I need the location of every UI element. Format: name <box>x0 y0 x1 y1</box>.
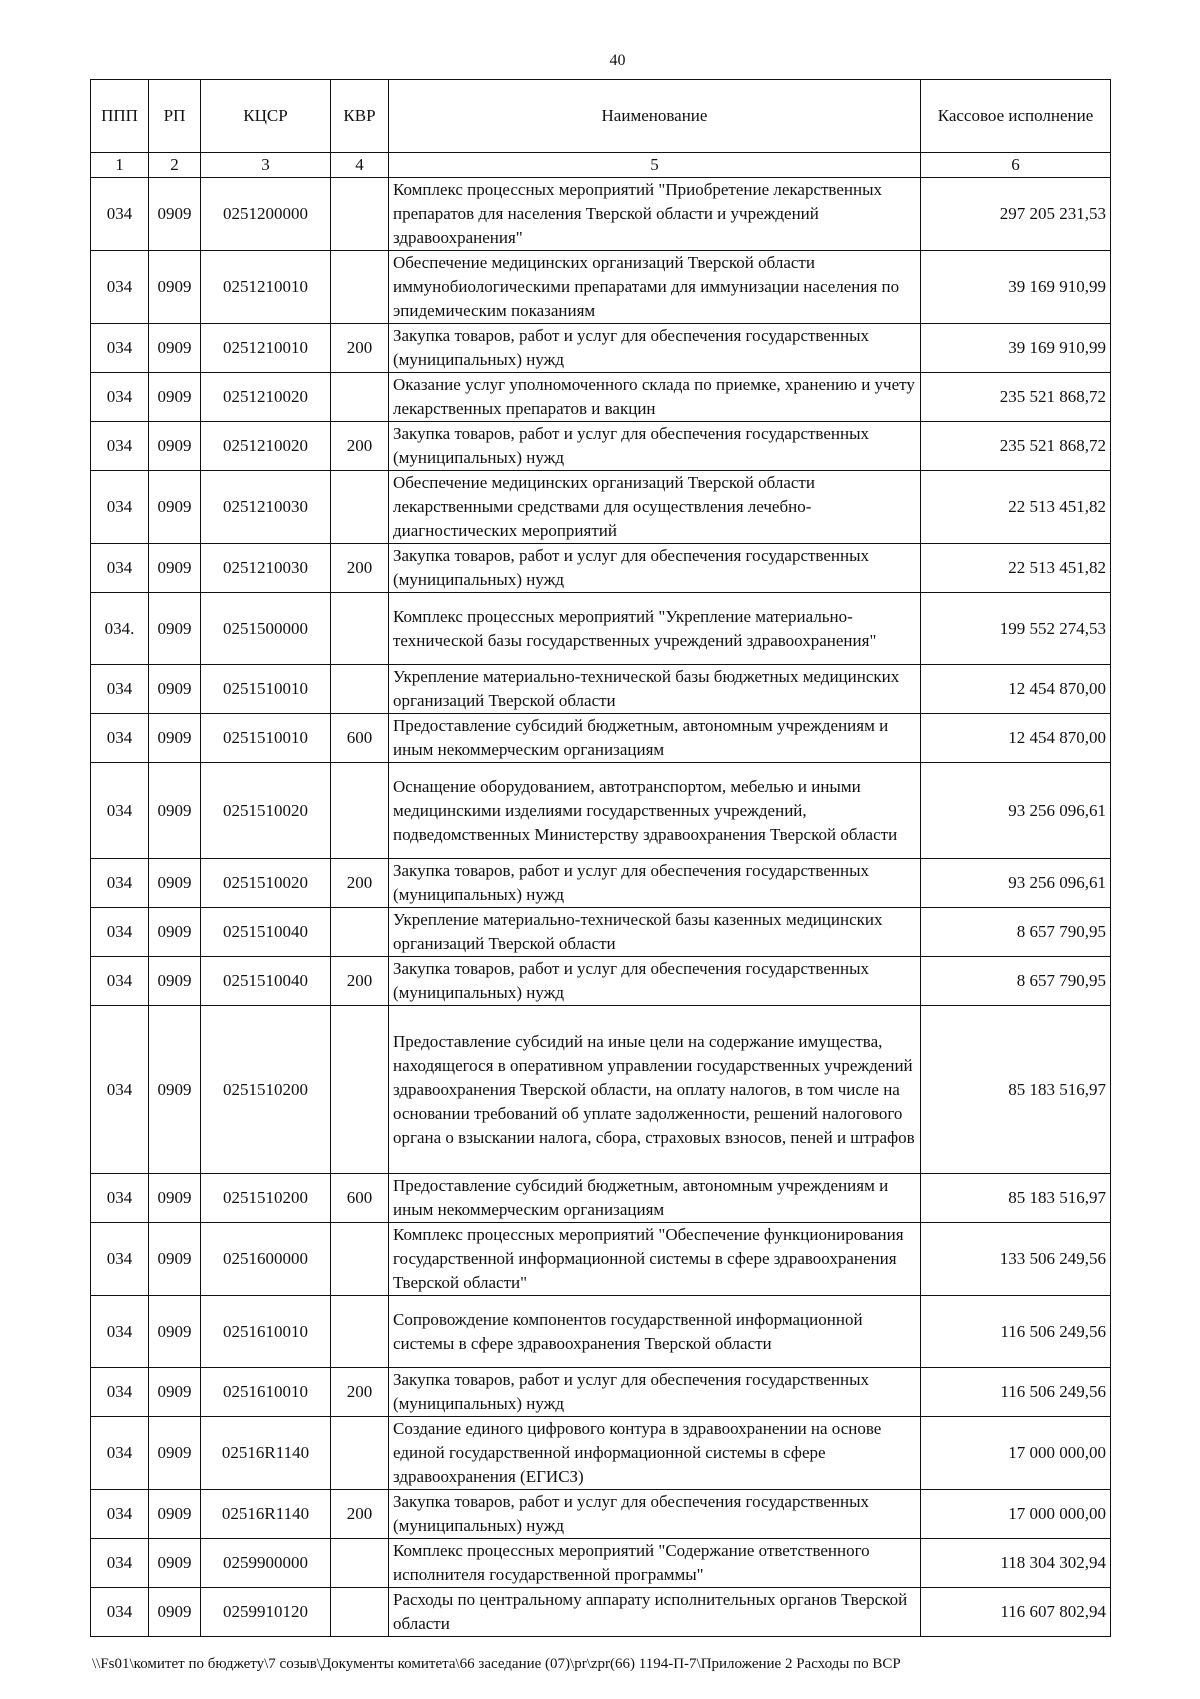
cell-ppp: 034 <box>91 1490 149 1539</box>
cell-name: Комплекс процессных мероприятий "Содержание ответственного исполнителя государственной программы" <box>389 1539 921 1588</box>
cell-amount: 85 183 516,97 <box>921 1174 1111 1223</box>
table-row <box>91 471 1111 544</box>
cell-kvr: 200 <box>331 422 389 471</box>
cell-kvr <box>331 1223 389 1296</box>
cell-kvr <box>331 1417 389 1490</box>
table-row <box>91 1174 1111 1223</box>
table-row <box>91 1539 1111 1588</box>
cell-ppp: 034 <box>91 373 149 422</box>
cell-rp: 0909 <box>149 178 201 251</box>
cell-kvr: 200 <box>331 957 389 1006</box>
cell-name: Предоставление субсидий на иные цели на содержание имущества, находящегося в оперативном управлении государственных учреждений здравоохранения Тверской области, на оплату налогов, в том числе на основании требований об уплате задолженности, решений налогового органа о взыскании налога, сбора, страховых взносов, пеней и штрафов <box>389 1006 921 1174</box>
cell-kvr <box>331 908 389 957</box>
cell-kvr <box>331 1296 389 1368</box>
cell-ppp: 034 <box>91 1223 149 1296</box>
cell-name: Расходы по центральному аппарату исполнительных органов Тверской области <box>389 1588 921 1637</box>
cell-kcsr: 0251510040 <box>201 957 331 1006</box>
cell-kcsr: 0251500000 <box>201 593 331 665</box>
cell-kcsr: 0251510010 <box>201 714 331 763</box>
cell-kcsr: 0251210030 <box>201 544 331 593</box>
cell-name: Закупка товаров, работ и услуг для обеспечения государственных (муниципальных) нужд <box>389 1490 921 1539</box>
cell-kcsr: 0251510200 <box>201 1006 331 1174</box>
cell-amount: 17 000 000,00 <box>921 1490 1111 1539</box>
cell-ppp: 034 <box>91 665 149 714</box>
cell-rp: 0909 <box>149 859 201 908</box>
cell-name: Обеспечение медицинских организаций Тверской области лекарственными средствами для осуществления лечебно-диагностических мероприятий <box>389 471 921 544</box>
table-row <box>91 714 1111 763</box>
cell-kvr <box>331 251 389 324</box>
cell-kvr <box>331 1006 389 1174</box>
cell-ppp: 034 <box>91 908 149 957</box>
cell-kcsr: 0251510010 <box>201 665 331 714</box>
cell-kcsr: 0251210010 <box>201 251 331 324</box>
table-row <box>91 908 1111 957</box>
cell-ppp: 034 <box>91 1539 149 1588</box>
cell-rp: 0909 <box>149 1296 201 1368</box>
cell-ppp: 034 <box>91 544 149 593</box>
cell-name: Оснащение оборудованием, автотранспортом, мебелью и иными медицинскими изделиями государственных учреждений, подведомственных Министерству здравоохранения Тверской области <box>389 763 921 859</box>
table-row <box>91 859 1111 908</box>
cell-name: Обеспечение медицинских организаций Тверской области иммунобиологическими препаратами для иммунизации населения по эпидемическим показаниям <box>389 251 921 324</box>
cell-name: Закупка товаров, работ и услуг для обеспечения государственных (муниципальных) нужд <box>389 1368 921 1417</box>
column-number: 3 <box>201 153 331 178</box>
cell-kcsr: 0251610010 <box>201 1368 331 1417</box>
table-row <box>91 422 1111 471</box>
cell-kvr <box>331 373 389 422</box>
cell-rp: 0909 <box>149 1368 201 1417</box>
cell-name: Закупка товаров, работ и услуг для обеспечения государственных (муниципальных) нужд <box>389 859 921 908</box>
cell-name: Создание единого цифрового контура в здравоохранении на основе единой государственной информационной системы в сфере здравоохранения (ЕГИСЗ) <box>389 1417 921 1490</box>
cell-rp: 0909 <box>149 373 201 422</box>
cell-ppp: 034 <box>91 714 149 763</box>
cell-ppp: 034. <box>91 593 149 665</box>
column-number: 5 <box>389 153 921 178</box>
cell-amount: 17 000 000,00 <box>921 1417 1111 1490</box>
cell-kcsr: 0259900000 <box>201 1539 331 1588</box>
column-number: 2 <box>149 153 201 178</box>
cell-rp: 0909 <box>149 593 201 665</box>
cell-ppp: 034 <box>91 1417 149 1490</box>
cell-ppp: 034 <box>91 178 149 251</box>
table-row <box>91 1223 1111 1296</box>
cell-name: Укрепление материально-технической базы казенных медицинских организаций Тверской области <box>389 908 921 957</box>
cell-kcsr: 0251210020 <box>201 373 331 422</box>
cell-rp: 0909 <box>149 471 201 544</box>
cell-ppp: 034 <box>91 1006 149 1174</box>
cell-ppp: 034 <box>91 1588 149 1637</box>
table-row <box>91 324 1111 373</box>
cell-kcsr: 0251600000 <box>201 1223 331 1296</box>
cell-kvr <box>331 178 389 251</box>
cell-amount: 85 183 516,97 <box>921 1006 1111 1174</box>
cell-name: Укрепление материально-технической базы бюджетных медицинских организаций Тверской области <box>389 665 921 714</box>
cell-kcsr: 0251510020 <box>201 859 331 908</box>
cell-amount: 235 521 868,72 <box>921 373 1111 422</box>
cell-ppp: 034 <box>91 422 149 471</box>
table-row <box>91 1588 1111 1637</box>
cell-ppp: 034 <box>91 763 149 859</box>
cell-kcsr: 0251510020 <box>201 763 331 859</box>
cell-rp: 0909 <box>149 251 201 324</box>
cell-kvr <box>331 1539 389 1588</box>
table-row <box>91 1006 1111 1174</box>
table-row <box>91 373 1111 422</box>
table-body <box>91 178 1111 1637</box>
cell-amount: 22 513 451,82 <box>921 544 1111 593</box>
cell-kcsr: 0251610010 <box>201 1296 331 1368</box>
table-row <box>91 1296 1111 1368</box>
cell-rp: 0909 <box>149 1174 201 1223</box>
cell-name: Комплекс процессных мероприятий "Обеспечение функционирования государственной информационной системы в сфере здравоохранения Тверской области" <box>389 1223 921 1296</box>
table-row <box>91 665 1111 714</box>
cell-amount: 93 256 096,61 <box>921 859 1111 908</box>
cell-kvr: 200 <box>331 1368 389 1417</box>
cell-kcsr: 0259910120 <box>201 1588 331 1637</box>
column-header-ppp: ППП <box>91 80 149 153</box>
cell-kcsr: 0251210030 <box>201 471 331 544</box>
cell-ppp: 034 <box>91 324 149 373</box>
page-number: 40 <box>609 52 626 69</box>
cell-amount: 12 454 870,00 <box>921 714 1111 763</box>
table-row <box>91 593 1111 665</box>
column-number: 4 <box>331 153 389 178</box>
cell-rp: 0909 <box>149 908 201 957</box>
cell-name: Закупка товаров, работ и услуг для обеспечения государственных (муниципальных) нужд <box>389 957 921 1006</box>
table-row <box>91 1490 1111 1539</box>
column-header-kcsr: КЦСР <box>201 80 331 153</box>
cell-ppp: 034 <box>91 859 149 908</box>
cell-name: Сопровождение компонентов государственной информационной системы в сфере здравоохранения Тверской области <box>389 1296 921 1368</box>
cell-amount: 116 607 802,94 <box>921 1588 1111 1637</box>
cell-ppp: 034 <box>91 1296 149 1368</box>
cell-amount: 12 454 870,00 <box>921 665 1111 714</box>
table-row <box>91 251 1111 324</box>
cell-amount: 235 521 868,72 <box>921 422 1111 471</box>
table-row <box>91 957 1111 1006</box>
column-number-row <box>91 153 1111 178</box>
column-header-kvr: КВР <box>331 80 389 153</box>
cell-kvr <box>331 665 389 714</box>
cell-rp: 0909 <box>149 1539 201 1588</box>
cell-kvr <box>331 1588 389 1637</box>
cell-amount: 118 304 302,94 <box>921 1539 1111 1588</box>
cell-rp: 0909 <box>149 1223 201 1296</box>
cell-kcsr: 02516R1140 <box>201 1417 331 1490</box>
table-row <box>91 763 1111 859</box>
cell-rp: 0909 <box>149 1588 201 1637</box>
cell-amount: 22 513 451,82 <box>921 471 1111 544</box>
cell-rp: 0909 <box>149 422 201 471</box>
cell-kvr: 200 <box>331 544 389 593</box>
cell-rp: 0909 <box>149 544 201 593</box>
cell-kvr: 200 <box>331 1490 389 1539</box>
cell-rp: 0909 <box>149 957 201 1006</box>
cell-amount: 8 657 790,95 <box>921 957 1111 1006</box>
column-header-name: Наименование <box>389 80 921 153</box>
cell-ppp: 034 <box>91 471 149 544</box>
cell-amount: 8 657 790,95 <box>921 908 1111 957</box>
cell-name: Комплекс процессных мероприятий "Приобретение лекарственных препаратов для населения Тверской области и учреждений здравоохранения" <box>389 178 921 251</box>
cell-amount: 39 169 910,99 <box>921 324 1111 373</box>
cell-name: Закупка товаров, работ и услуг для обеспечения государственных (муниципальных) нужд <box>389 544 921 593</box>
cell-kcsr: 02516R1140 <box>201 1490 331 1539</box>
cell-kcsr: 0251510040 <box>201 908 331 957</box>
cell-amount: 199 552 274,53 <box>921 593 1111 665</box>
cell-name: Закупка товаров, работ и услуг для обеспечения государственных (муниципальных) нужд <box>389 422 921 471</box>
table-row <box>91 1417 1111 1490</box>
cell-kvr: 200 <box>331 324 389 373</box>
table-row <box>91 178 1111 251</box>
cell-name: Оказание услуг уполномоченного склада по приемке, хранению и учету лекарственных препаратов и вакцин <box>389 373 921 422</box>
cell-kvr <box>331 593 389 665</box>
cell-rp: 0909 <box>149 1490 201 1539</box>
cell-rp: 0909 <box>149 1006 201 1174</box>
cell-rp: 0909 <box>149 324 201 373</box>
column-header-amount: Кассовое исполнение <box>921 80 1111 153</box>
column-number: 1 <box>91 153 149 178</box>
cell-kvr: 600 <box>331 714 389 763</box>
table-row <box>91 1368 1111 1417</box>
cell-amount: 116 506 249,56 <box>921 1296 1111 1368</box>
cell-kcsr: 0251210020 <box>201 422 331 471</box>
cell-name: Предоставление субсидий бюджетным, автономным учреждениям и иным некоммерческим организациям <box>389 1174 921 1223</box>
file-path-footer: \\Fs01\комитет по бюджету\7 созыв\Документы комитета\66 заседание (07)\pr\zpr(66) 1194-П-7\Приложение 2 Расходы по ВСР <box>92 1656 901 1672</box>
cell-kcsr: 0251510200 <box>201 1174 331 1223</box>
cell-kvr <box>331 471 389 544</box>
cell-rp: 0909 <box>149 1417 201 1490</box>
cell-kvr <box>331 763 389 859</box>
cell-name: Предоставление субсидий бюджетным, автономным учреждениям и иным некоммерческим организациям <box>389 714 921 763</box>
cell-kcsr: 0251210010 <box>201 324 331 373</box>
cell-name: Закупка товаров, работ и услуг для обеспечения государственных (муниципальных) нужд <box>389 324 921 373</box>
header-row <box>91 80 1111 153</box>
cell-rp: 0909 <box>149 763 201 859</box>
cell-ppp: 034 <box>91 957 149 1006</box>
cell-name: Комплекс процессных мероприятий "Укрепление материально-технической базы государственных учреждений здравоохранения" <box>389 593 921 665</box>
column-header-rp: РП <box>149 80 201 153</box>
cell-kcsr: 0251200000 <box>201 178 331 251</box>
cell-ppp: 034 <box>91 1174 149 1223</box>
cell-kvr: 600 <box>331 1174 389 1223</box>
budget-table <box>90 79 1111 1637</box>
cell-rp: 0909 <box>149 665 201 714</box>
cell-amount: 116 506 249,56 <box>921 1368 1111 1417</box>
cell-amount: 297 205 231,53 <box>921 178 1111 251</box>
cell-ppp: 034 <box>91 1368 149 1417</box>
cell-kvr: 200 <box>331 859 389 908</box>
cell-rp: 0909 <box>149 714 201 763</box>
cell-ppp: 034 <box>91 251 149 324</box>
cell-amount: 133 506 249,56 <box>921 1223 1111 1296</box>
column-number: 6 <box>921 153 1111 178</box>
cell-amount: 39 169 910,99 <box>921 251 1111 324</box>
table-row <box>91 544 1111 593</box>
cell-amount: 93 256 096,61 <box>921 763 1111 859</box>
